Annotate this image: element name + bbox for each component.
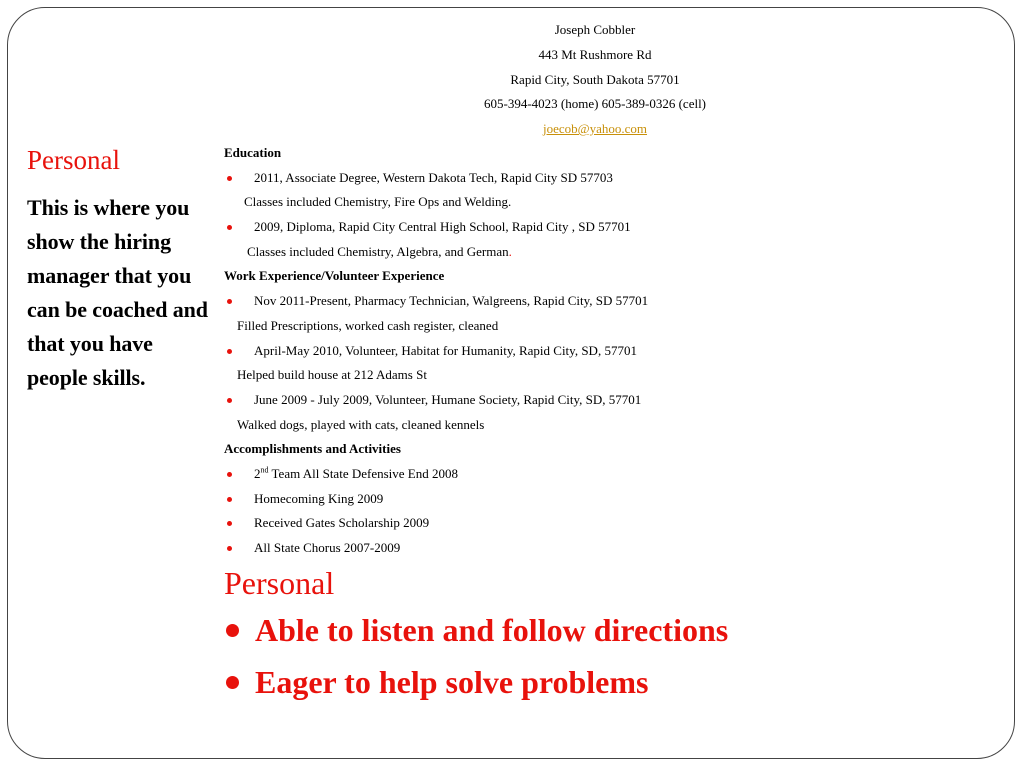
accomplishments-heading: Accomplishments and Activities [224,441,401,457]
list-item: 2nd Team All State Defensive End 2008 [224,462,1004,487]
list-item: June 2009 - July 2009, Volunteer, Humane Society, Rapid City, SD, 57701 [224,388,1004,413]
list-item: 2011, Associate Degree, Western Dakota Tech, Rapid City SD 57703 [224,166,1004,191]
list-item: Nov 2011-Present, Pharmacy Technician, Walgreens, Rapid City, SD 57701 [224,289,1004,314]
work-heading: Work Experience/Volunteer Experience [224,268,445,284]
email-link[interactable]: joecob@yahoo.com [542,121,648,137]
sidebar-title: Personal [27,145,120,175]
resume-header [440,18,750,142]
list-item: Homecoming King 2009 [224,487,1004,512]
list-item: 2009, Diploma, Rapid City Central High School, Rapid City , SD 57701 [224,215,1004,240]
address-city: Rapid City, South Dakota 57701 [510,71,680,87]
phone-numbers: 605-394-4023 (home) 605-389-0326 (cell) [483,96,707,112]
sidebar-body: This is where you show the hiring manager that you can be coached and that you have people skills. [27,195,208,390]
item-detail: Classes included Chemistry, Fire Ops and Welding. [244,194,512,210]
list-item: Eager to help solve problems [224,656,1004,708]
resume-body [224,141,1004,561]
list-item: April-May 2010, Volunteer, Habitat for Humanity, Rapid City, SD, 57701 [224,339,1004,364]
item-detail: Filled Prescriptions, worked cash register, cleaned [237,317,499,333]
list-item: All State Chorus 2007-2009 [224,536,1004,561]
personal-heading: Personal [224,565,335,601]
education-heading: Education [224,145,282,160]
item-detail: Walked dogs, played with cats, cleaned kennels [237,416,485,432]
sidebar-note [27,143,217,395]
personal-section [224,562,1004,708]
item-detail: Classes included Chemistry, Algebra, and German. [247,243,512,259]
address-street: 443 Mt Rushmore Rd [538,46,652,62]
list-item: Received Gates Scholarship 2009 [224,511,1004,536]
list-item: Able to listen and follow directions [224,604,1004,656]
applicant-name: Joseph Cobbler [554,22,636,37]
item-detail: Helped build house at 212 Adams St [237,367,427,383]
